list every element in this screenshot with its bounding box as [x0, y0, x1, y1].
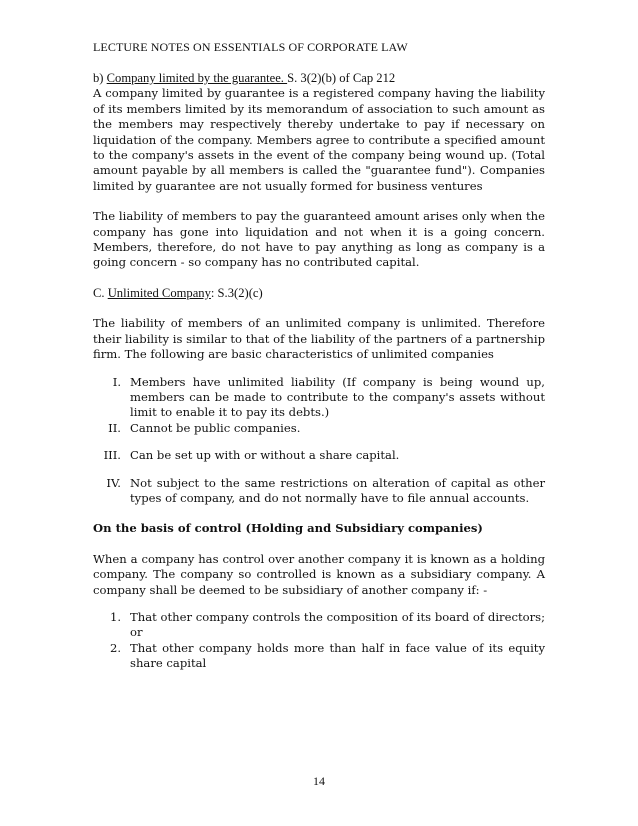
section-b-citation: S. 3(2)(b) of Cap 212 — [287, 71, 396, 85]
list-item — [93, 476, 545, 507]
list-marker: I. — [112, 374, 121, 389]
list-item — [93, 641, 545, 672]
section-c-paragraph: The liability of members of an unlimited company is unlimited. Therefore their liability is similar to that of the liability of the partners of a partnership firm. The following are basic characteristics of unlimited companies — [93, 316, 545, 362]
list-item-text: Cannot be public companies. — [130, 420, 301, 435]
section-c-heading: Unlimited Company — [107, 285, 211, 300]
running-header: LECTURE NOTES ON ESSENTIALS OF CORPORATE LAW — [93, 40, 408, 54]
list-marker: III. — [103, 448, 121, 463]
list-item — [93, 610, 545, 641]
list-item-text: Can be set up with or without a share capital. — [130, 448, 400, 463]
list-marker: 1. — [109, 609, 121, 624]
subsidiary-conditions-list — [93, 610, 545, 672]
section-b-heading-line — [93, 71, 545, 86]
page-content — [93, 71, 545, 672]
page-number: 14 — [313, 774, 325, 788]
list-marker: IV. — [106, 475, 121, 490]
list-item-text: That other company holds more than half in face value of its equity share capital — [130, 640, 545, 671]
unlimited-company-characteristics-list — [93, 375, 545, 507]
section-b-paragraph-1: A company limited by guarantee is a registered company having the liability of its members limited by its memorandum of association to such amount as the members may respectively thereby undertake to pay if necessary on liquidation of the company. Members agree to contribute a specified amount to the company's assets in the event of the company being wound up. (Total amount payable by all members is called the "guarantee fund"). Companies limited by guarantee are not usually formed for business ventures — [93, 86, 545, 193]
list-item-text: Not subject to the same restrictions on alteration of capital as other types of company, and do not normally have to file annual accounts. — [130, 475, 545, 505]
list-item — [93, 421, 545, 436]
list-marker: II. — [108, 420, 121, 435]
section-b-prefix: b) — [93, 71, 107, 85]
section-c-prefix: C. — [93, 285, 108, 300]
list-marker: 2. — [109, 640, 121, 655]
section-c-heading-line — [93, 286, 545, 301]
section-b-paragraph-2: The liability of members to pay the guaranteed amount arises only when the company has gone into liquidation and not when it is a going concern. Members, therefore, do not have to pay anything as long as company is a going concern - so company has no contributed capital. — [93, 209, 545, 270]
section-b-heading: Company limited by the guarantee. — [106, 71, 288, 85]
section-control-paragraph: When a company has control over another company it is known as a holding company. The company so controlled is known as a subsidiary company. A company shall be deemed to be subsidiary of another company if: - — [93, 551, 545, 597]
list-item-text: That other company controls the composition of its board of directors; or — [130, 609, 545, 640]
list-item — [93, 448, 545, 463]
list-item-text: Members have unlimited liability (If company is being wound up, members can be made to contribute to the company's assets without limit to enable it to pay its debts.) — [130, 374, 545, 420]
section-c-citation: : S.3(2)(c) — [210, 285, 263, 300]
list-item — [93, 375, 545, 421]
section-control-heading: On the basis of control (Holding and Subsidiary companies) — [93, 521, 483, 536]
